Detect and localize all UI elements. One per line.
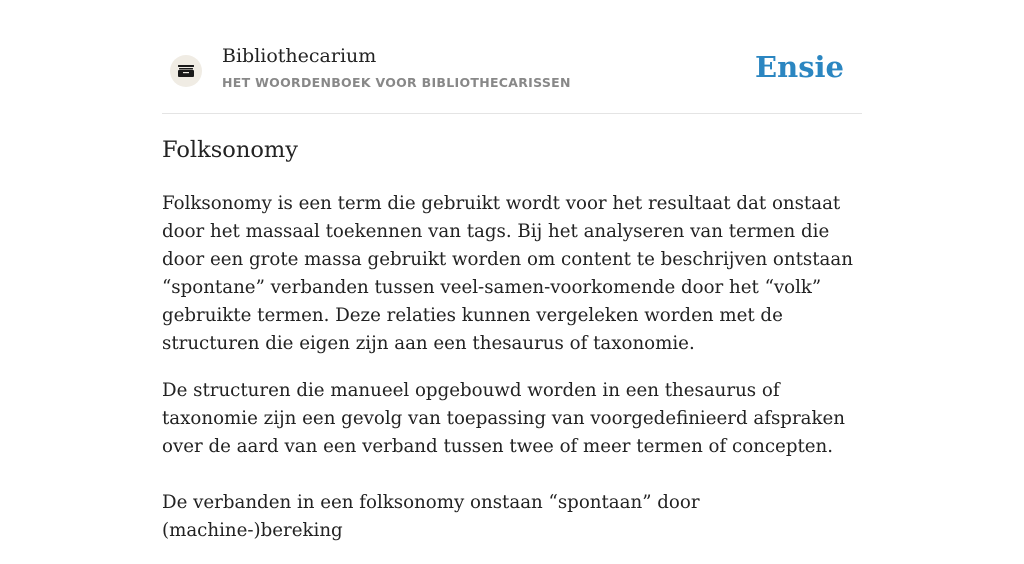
book-stack-icon xyxy=(177,64,195,78)
site-header xyxy=(162,0,862,114)
page xyxy=(162,0,862,541)
entry-paragraph: Folksonomy is een term die gebruikt wordt voor het resultaat dat onstaat door het massaal toekennen van tags. Bij het analyseren van termen die door een grote massa gebruikt worden om content te beschrijven ontstaan “spontane” verbanden tussen veel-samen-voorkomende door het “volk” gebruikte termen. Deze relaties kunnen vergeleken worden met de structuren die eigen zijn aan een thesaurus of taxonomie. xyxy=(162,193,853,354)
entry-title: Folksonomy xyxy=(162,137,298,163)
site-logo[interactable] xyxy=(170,55,202,87)
entry-paragraph: De structuren die manueel opgebouwd worden in een thesaurus of taxonomie zijn een gevolg van toepassing van voorgedefinieerd afspraken over de aard van een verband tussen twee of meer termen of concepten. xyxy=(162,380,845,457)
entry-body xyxy=(162,190,867,564)
entry-paragraph: De verbanden in een folksonomy onstaan “spontaan” door (machine-)bereking xyxy=(162,492,700,541)
ensie-brand-logo[interactable]: Ensie xyxy=(755,50,844,84)
site-name[interactable]: Bibliothecarium xyxy=(222,45,377,67)
site-tagline: HET WOORDENBOEK VOOR BIBLIOTHECARISSEN xyxy=(222,75,571,90)
